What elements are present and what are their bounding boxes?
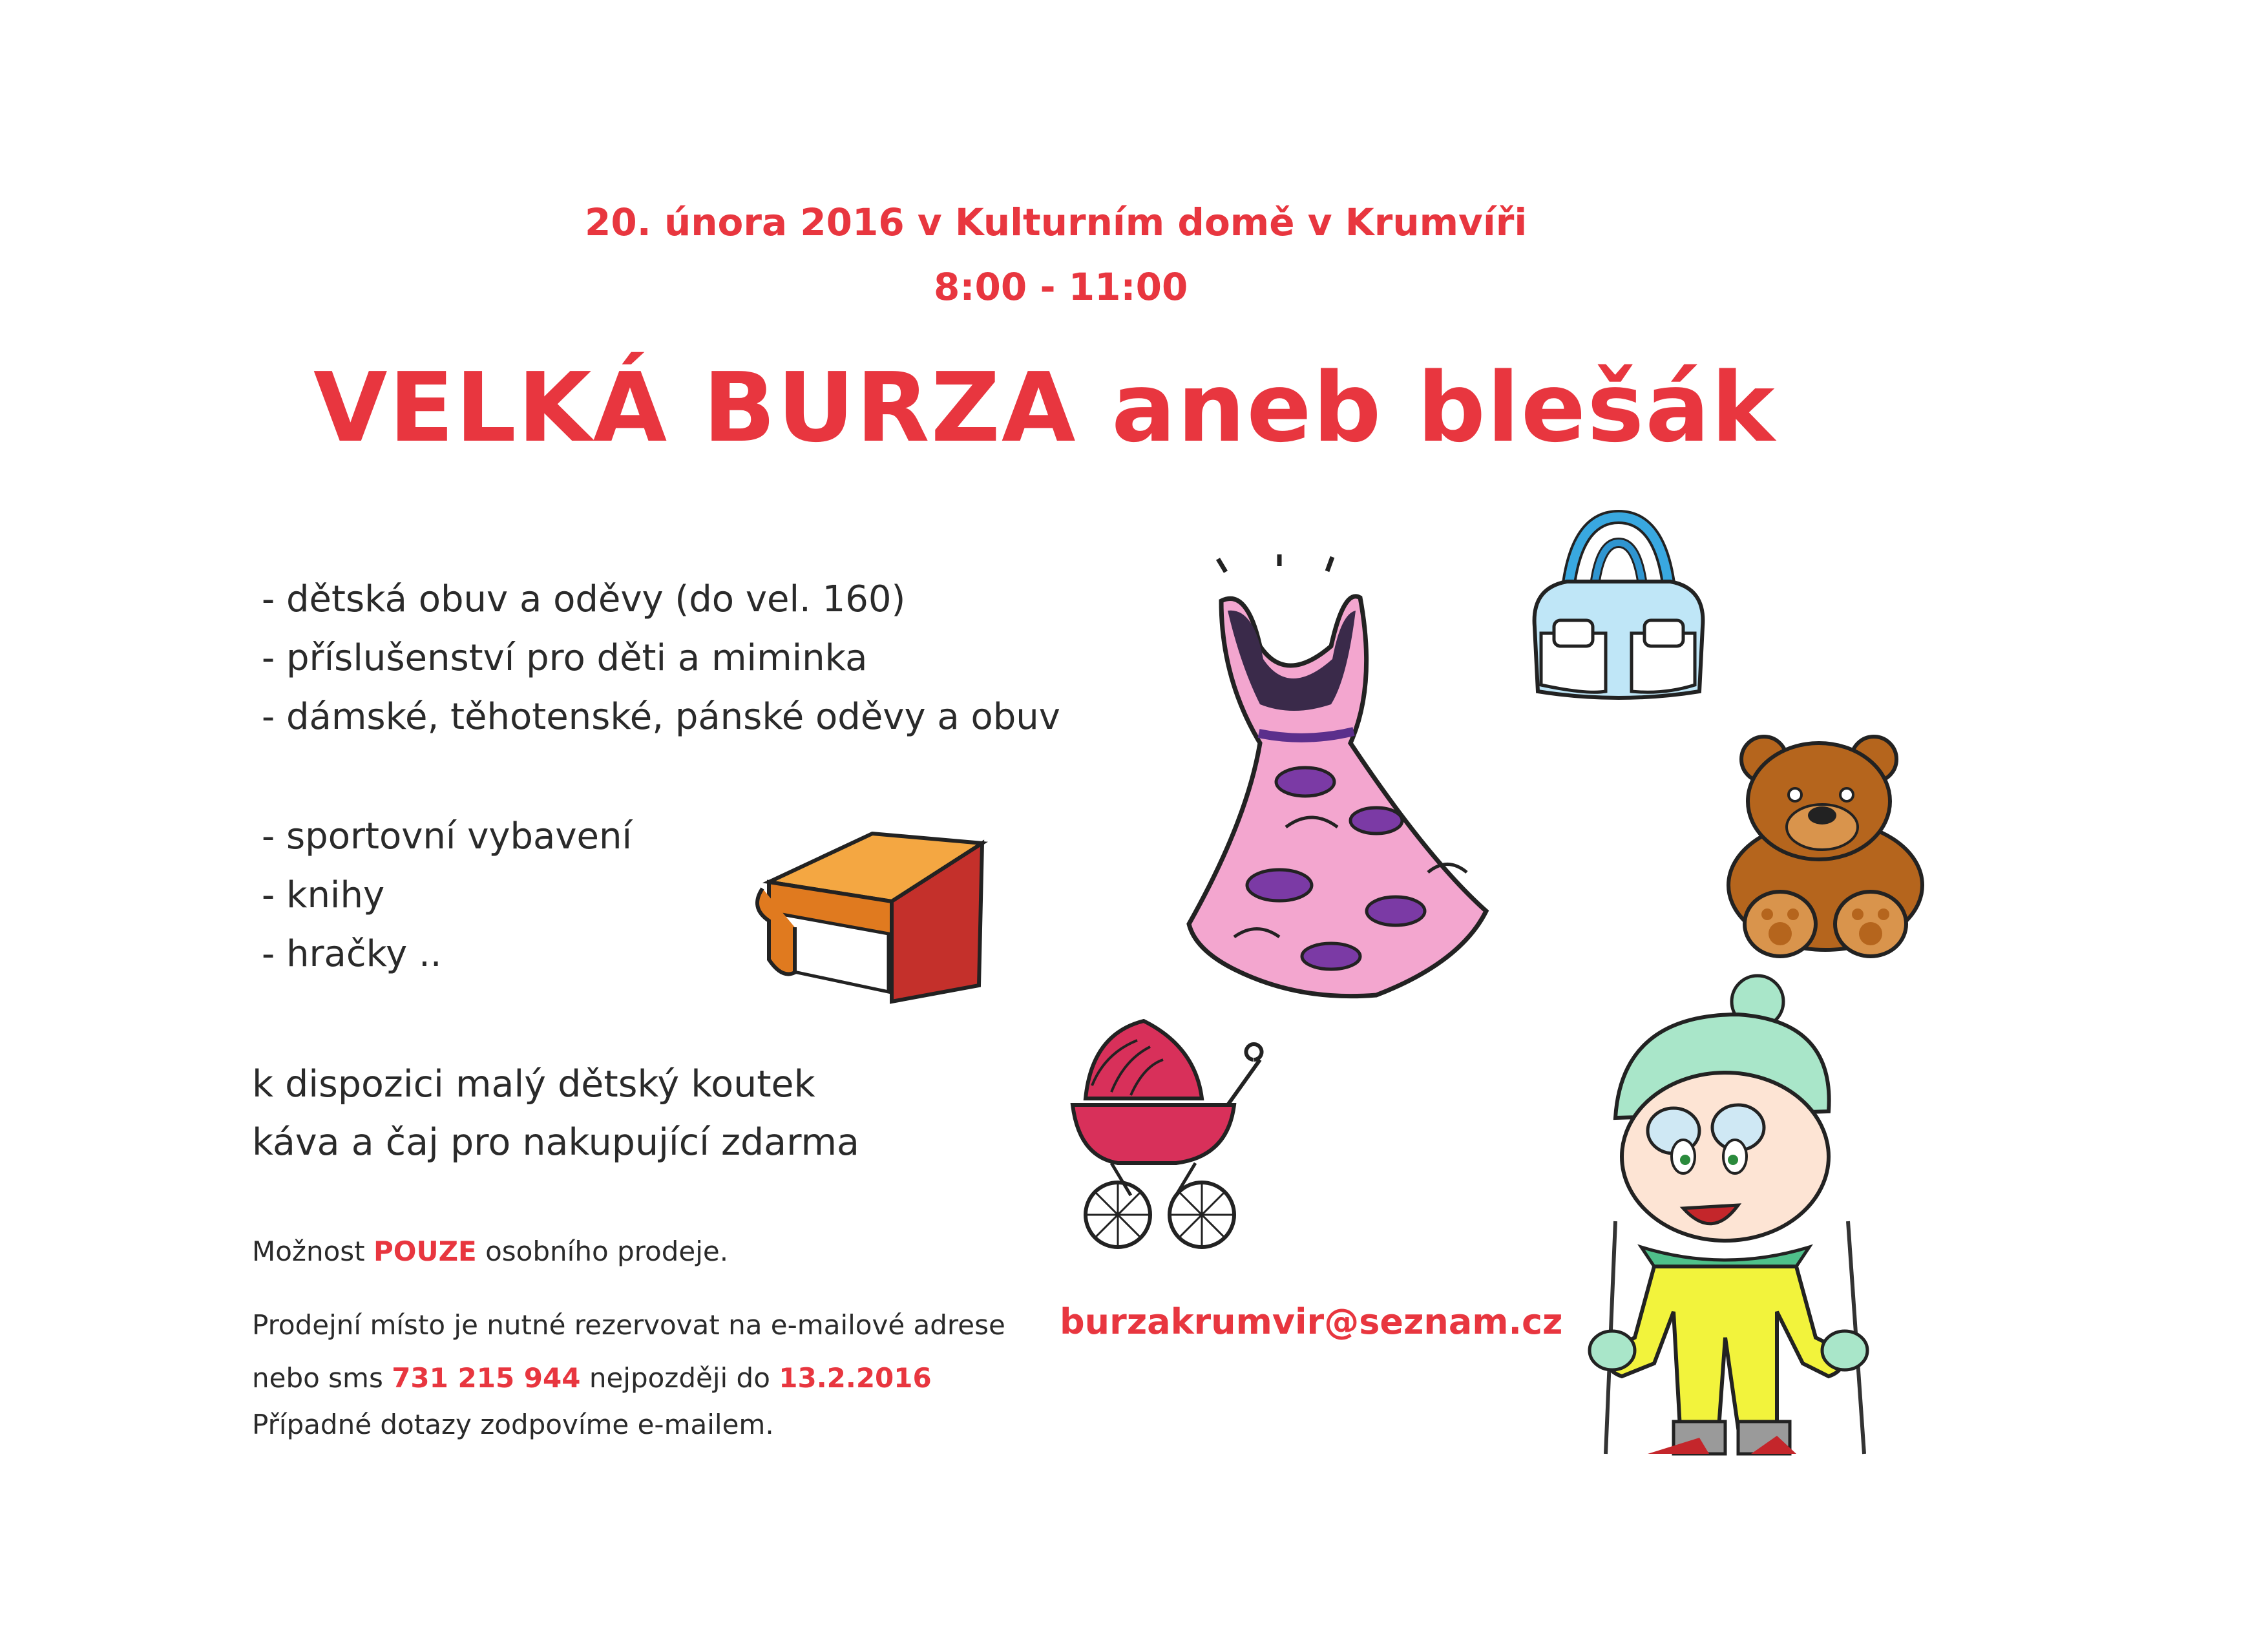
deadline-date: 13.2.2016 (779, 1362, 932, 1394)
page-title: VELKÁ BURZA aneb blešák (313, 352, 1776, 463)
time: 8:00 - 11:00 (934, 265, 1188, 309)
note-sale-prefix: Možnost (252, 1235, 373, 1267)
note-sms-middle: nejpozději do (580, 1362, 779, 1394)
teddy-bear-icon (1719, 730, 1932, 963)
note-reserve (252, 1309, 1005, 1341)
handbag-icon (1522, 510, 1716, 711)
note-reserve-text: Prodejní místo je nutné rezervovat na e-mailové adrese (252, 1309, 1005, 1341)
dress-icon (1182, 549, 1518, 1002)
note-sms (252, 1362, 932, 1394)
book-icon (743, 830, 989, 1005)
date-place: 20. února 2016 v Kulturním domě v Krumvíři (585, 200, 1528, 244)
note-questions: Případné dotazy zodpovíme e-mailem. (252, 1409, 774, 1440)
email-link[interactable]: burzakrumvir@seznam.cz (1060, 1301, 1563, 1342)
list-item: - příslušenství pro děti a miminka (262, 637, 868, 679)
note-sale (252, 1235, 728, 1267)
list-item: - dětská obuv a oděvy (do vel. 160) (262, 578, 906, 620)
phone-number[interactable]: 731 215 944 (392, 1362, 581, 1394)
list-item: - sportovní vybavení (262, 815, 633, 857)
pram-icon (1066, 1008, 1279, 1254)
list-item: - hračky .. (262, 933, 442, 975)
extra-info: k dispozici malý dětský koutek (252, 1063, 815, 1106)
note-sale-highlight: POUZE (373, 1235, 477, 1267)
note-sale-suffix: osobního prodeje. (476, 1235, 729, 1267)
note-sms-prefix: nebo sms (252, 1362, 392, 1394)
list-item: - dámské, těhotenské, pánské oděvy a obuv (262, 696, 1060, 738)
skier-child-icon (1544, 976, 1906, 1454)
extra-info: káva a čaj pro nakupující zdarma (252, 1121, 859, 1164)
list-item: - knihy (262, 874, 385, 916)
